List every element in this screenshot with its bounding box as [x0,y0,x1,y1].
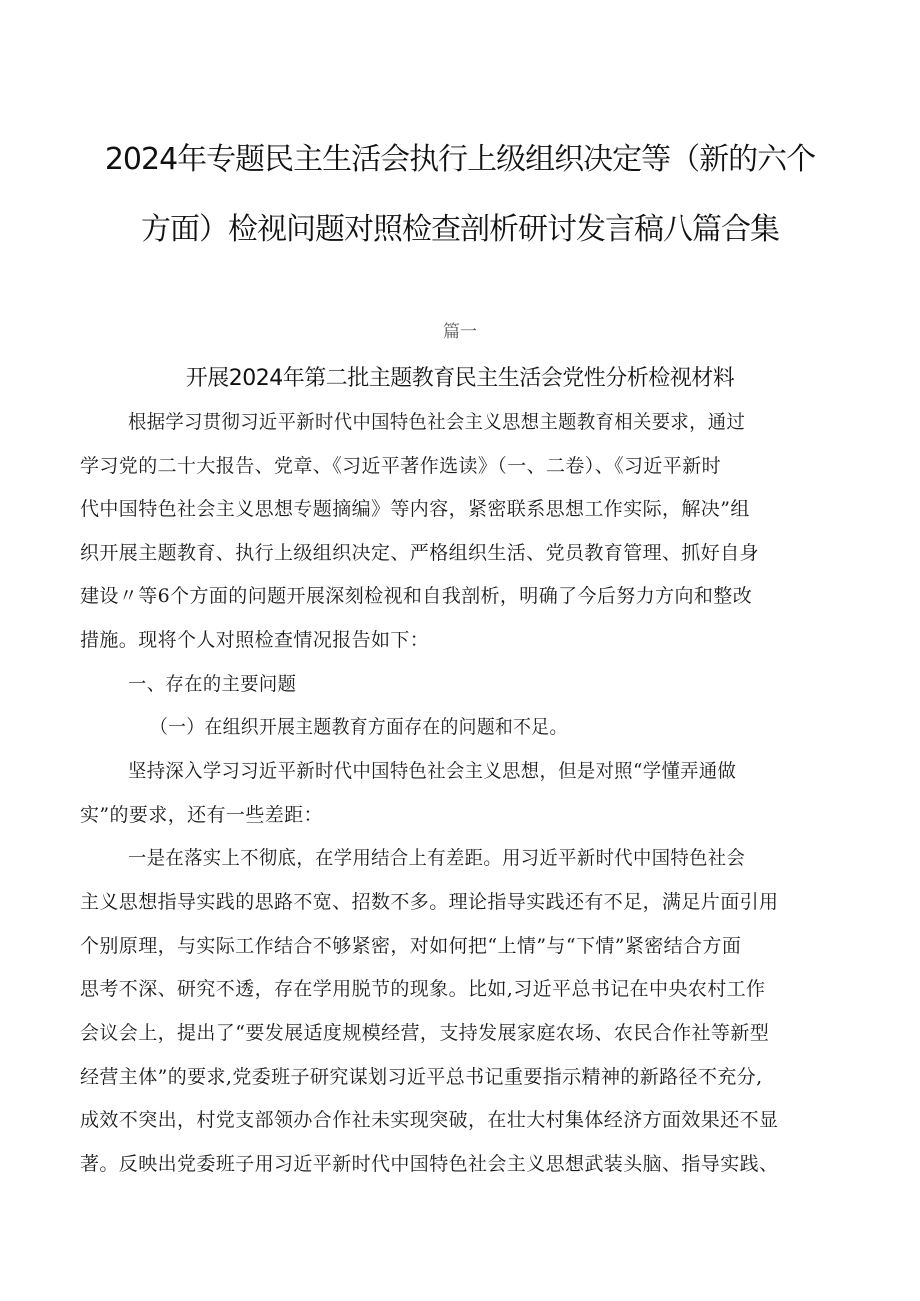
body-line: 一是在落实上不彻底，在学用结合上有差距。用习近平新时代中国特色社会 [128,847,746,869]
body-line: 主义思想指导实践的思路不宽、招数不多。理论指导实践还有不足，满足片面引用 [80,891,779,913]
body-line: 坚持深入学习习近平新时代中国特色社会主义思想，但是对照“学懂弄通做 [128,760,737,782]
body-line: 措施。现将个人对照检查情况报告如下： [80,629,430,651]
body-line: 著。反映出党委班子用习近平新时代中国特色社会主义思想武装头脑、指导实践、 [80,1153,779,1175]
body-line: 建设〃等6个方面的问题开展深刻检视和自我剖析，明确了今后努力方向和整改 [80,585,753,607]
body-line: 实”的要求，还有一些差距： [80,804,323,826]
section-label: 篇一 [443,322,477,342]
body-line: 成效不突出，村党支部领办合作社未实现突破，在壮大村集体经济方面效果还不显 [80,1109,779,1131]
body-line: 会议会上，提出了“要发展适度规模经营，支持发展家庭农场、农民合作社等新型 [80,1022,770,1044]
body-subheading: （一）在组织开展主题教育方面存在的问题和不足。 [150,716,568,738]
body-line: 个别原理，与实际工作结合不够紧密，对如何把“上情”与“下情”紧密结合方面 [80,935,742,957]
body-line: 学习党的二十大报告、党章、《习近平著作选读》（一、二卷）、《习近平新时 [80,455,722,477]
body-heading: 一、存在的主要问题 [128,673,297,695]
body-line: 经营主体”的要求,党委班子研究谋划习近平总书记重要指示精神的新路径不充分, [80,1066,763,1088]
body-line: 织开展主题教育、执行上级组织决定、严格组织生活、党员教育管理、抓好自身 [80,542,760,564]
section-subtitle: 开展2024年第二批主题教育民主生活会党性分析检视材料 [185,366,735,391]
body-line: 根据学习贯彻习近平新时代中国特色社会主义思想主题教育相关要求，通过 [128,411,746,433]
document-title-line-1: 2024年专题民主生活会执行上级组织决定等（新的六个 [104,142,816,177]
body-line: 思考不深、研究不透，存在学用脱节的现象。比如,习近平总书记在中央农村工作 [80,978,766,1000]
document-title-line-2: 方面）检视问题对照检查剖析研讨发言稿八篇合集 [141,212,779,247]
body-line: 代中国特色社会主义思想专题摘编》等内容，紧密联系思想工作实际，解决”组 [80,498,750,520]
